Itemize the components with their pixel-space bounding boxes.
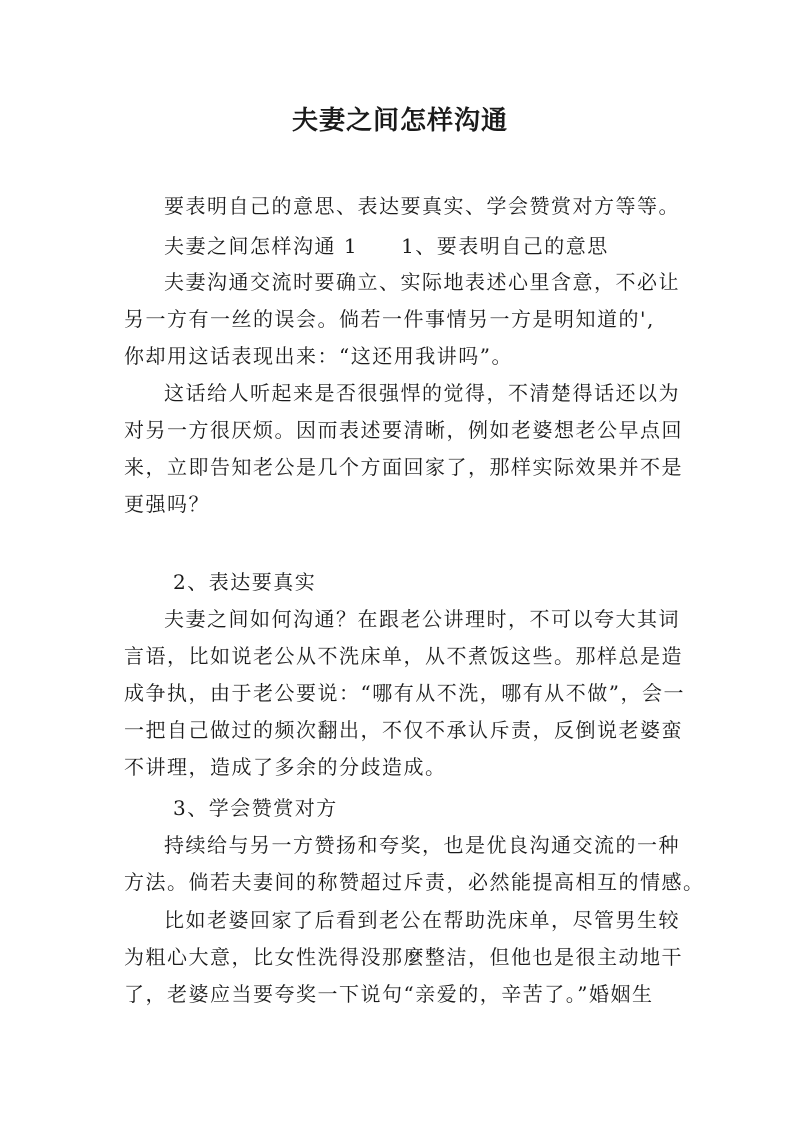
paragraph-line: 对另一方很厌烦。因而表述要清晰，例如老婆想老公早点回 (124, 418, 683, 442)
section-heading: 3、学会赞赏对方 (173, 796, 338, 820)
paragraph-line: 了，老婆应当要夸奖一下说句“亲爱的，辛苦了。”婚姻生 (124, 982, 654, 1006)
paragraph-line: 你却用这话表现出来：“这还用我讲吗”。 (124, 344, 513, 368)
paragraph-line: 夫妻之间如何沟通？在跟老公讲理时，不可以夸大其词 (164, 607, 680, 631)
paragraph-line: 比如老婆回家了后看到老公在帮助洗床单，尽管男生较 (164, 908, 680, 932)
paragraph-line: 为粗心大意，比女性洗得没那麼整洁，但他也是很主动地干 (124, 945, 683, 969)
paragraph-line: 更强吗？ (124, 492, 210, 516)
paragraph-line: 言语，比如说老公从不洗床单，从不煮饭这些。那样总是造 (124, 644, 683, 668)
paragraph-line: 另一方有一丝的误会。倘若一件事情另一方是明知道的', (124, 307, 655, 331)
document-title: 夫妻之间怎样沟通 (291, 106, 508, 136)
paragraph-line: 夫妻之间怎样沟通 1 1、要表明自己的意思 (164, 234, 609, 258)
paragraph-line: 夫妻沟通交流时要确立、实际地表述心里含意，不必让 (164, 270, 680, 294)
paragraph-line: 不讲理，造成了多余的分歧造成。 (124, 755, 447, 779)
paragraph-line: 来，立即告知老公是几个方面回家了，那样实际效果并不是 (124, 455, 683, 479)
paragraph-line: 持续给与另一方赞扬和夸奖，也是优良沟通交流的一种 (164, 833, 680, 857)
paragraph-line: 方法。倘若夫妻间的称赞超过斥责，必然能提高相互的情感。 (124, 870, 705, 894)
paragraph-line: 成争执，由于老公要说：“哪有从不洗，哪有从不做”，会一 (124, 681, 685, 705)
paragraph-line: 要表明自己的意思、表达要真实、学会赞赏对方等等。 (164, 194, 680, 218)
section-heading: 2、表达要真实 (173, 570, 317, 594)
paragraph-line: 这话给人听起来是否很强悍的觉得，不清楚得话还以为 (164, 381, 680, 405)
paragraph-line: 一把自己做过的频次翻出，不仅不承认斥责，反倒说老婆蛮 (124, 718, 683, 742)
